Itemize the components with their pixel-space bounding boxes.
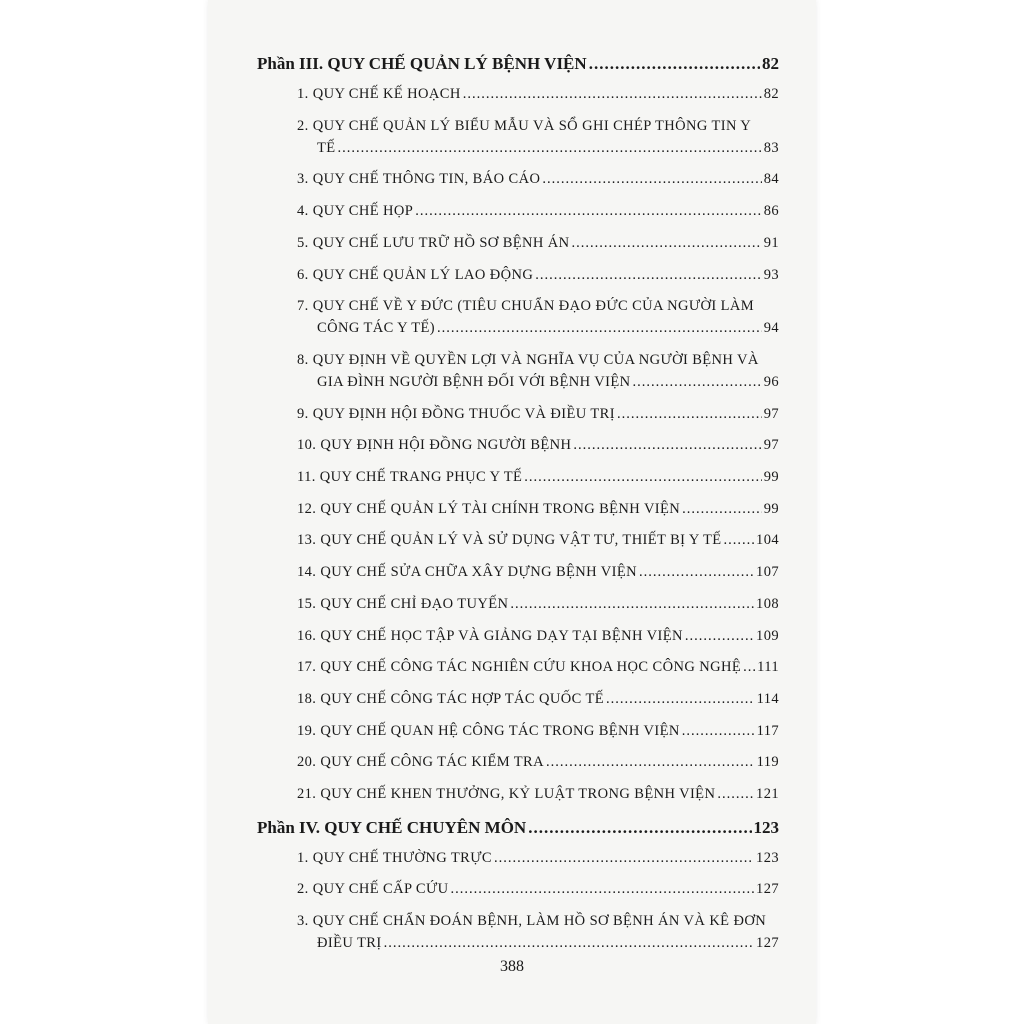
dot-leader — [606, 691, 755, 708]
dot-leader — [528, 818, 751, 838]
toc-entry-page: 107 — [756, 564, 779, 581]
dot-leader — [546, 754, 755, 771]
dot-leader — [682, 723, 755, 740]
toc-entry-text: 15. QUY CHẾ CHỈ ĐẠO TUYẾN — [297, 595, 509, 612]
dot-leader — [510, 596, 754, 613]
toc-entry — [297, 564, 779, 581]
toc-entry-page: 121 — [756, 786, 779, 802]
toc-entry — [297, 86, 779, 103]
toc-entry — [297, 406, 779, 423]
toc-entry-page: 104 — [756, 532, 779, 549]
toc-entry — [317, 374, 779, 391]
toc-entry-continuation: CÔNG TÁC Y TẾ) — [317, 320, 435, 337]
section-heading-page: 123 — [753, 817, 779, 837]
dot-leader — [451, 881, 755, 898]
toc-entry-text: 10. QUY ĐỊNH HỘI ĐỒNG NGƯỜI BỆNH — [297, 437, 572, 454]
toc-entry — [297, 691, 779, 708]
toc-entry — [297, 881, 779, 898]
dot-leader — [639, 564, 754, 581]
toc-entry — [317, 935, 779, 952]
toc-entry — [297, 850, 779, 867]
dot-leader — [384, 935, 754, 952]
toc-entry — [297, 786, 779, 803]
toc-entry — [317, 320, 779, 337]
toc-entry-page: 86 — [763, 203, 779, 220]
toc-entry-page: 117 — [756, 722, 779, 739]
toc-entry — [297, 235, 779, 252]
dot-leader — [415, 203, 761, 220]
dot-leader — [524, 469, 761, 486]
toc-entry-text: 1. QUY CHẾ THƯỜNG TRỰC — [297, 849, 492, 866]
toc-entry — [297, 469, 779, 486]
toc-entry — [297, 723, 779, 740]
toc-entry — [297, 171, 779, 188]
toc-entry — [297, 596, 779, 613]
toc-entry-text: 2. QUY CHẾ QUẢN LÝ BIỂU MẪU VÀ SỔ GHI CHÉP THÔNG TIN Y — [297, 117, 752, 134]
toc-entry-page: 109 — [756, 627, 779, 644]
toc-entry-page: 99 — [763, 500, 779, 517]
section-heading-text: Phần III. QUY CHẾ QUẢN LÝ BỆNH VIỆN — [257, 54, 587, 73]
dot-leader — [463, 86, 762, 103]
dot-leader — [573, 437, 761, 454]
toc-entry-text: 16. QUY CHẾ HỌC TẬP VÀ GIẢNG DẠY TẠI BỆNH VIỆN — [297, 627, 683, 644]
toc-entry — [297, 754, 779, 771]
toc-entry — [297, 203, 779, 220]
section-heading-page: 82 — [762, 54, 779, 73]
toc-entry-text: 18. QUY CHẾ CÔNG TÁC HỢP TÁC QUỐC TẾ — [297, 690, 604, 707]
toc-entry-text: 2. QUY CHẾ CẤP CỨU — [297, 881, 449, 898]
toc-entry-page: 111 — [757, 659, 779, 676]
dot-leader — [632, 374, 761, 391]
toc-entry-text: 19. QUY CHẾ QUAN HỆ CÔNG TÁC TRONG BỆNH VIỆN — [297, 722, 680, 739]
book-page — [208, 0, 816, 1024]
toc-entry-text: 3. QUY CHẾ THÔNG TIN, BÁO CÁO — [297, 171, 541, 188]
toc-entry — [297, 532, 779, 549]
dot-leader — [717, 786, 754, 803]
toc-entry-text: 14. QUY CHẾ SỬA CHỮA XÂY DỰNG BỆNH VIỆN — [297, 564, 638, 581]
section-heading — [257, 54, 779, 74]
toc-entry-page: 94 — [763, 320, 779, 337]
toc-entry-page: 82 — [763, 86, 779, 102]
toc-entry-text: 5. QUY CHẾ LƯU TRỮ HỒ SƠ BỆNH ÁN — [297, 234, 570, 251]
toc-entry-page: 83 — [763, 139, 779, 156]
toc-entry-text: 1. QUY CHẾ KẾ HOẠCH — [297, 86, 461, 102]
page-number: 388 — [500, 958, 524, 975]
toc-entry-page: 96 — [763, 373, 779, 390]
toc-entry-text: 9. QUY ĐỊNH HỘI ĐỒNG THUỐC VÀ ĐIỀU TRỊ — [297, 405, 615, 422]
toc-entry — [317, 140, 779, 157]
toc-entry-page: 84 — [763, 171, 779, 188]
toc-entry-continuation: TẾ — [317, 139, 336, 156]
section-heading-text: Phần IV. QUY CHẾ CHUYÊN MÔN — [257, 817, 527, 837]
toc-entry-text: 3. QUY CHẾ CHẨN ĐOÁN BỆNH, LÀM HỒ SƠ BỆNH ÁN VÀ KÊ ĐƠN — [297, 913, 767, 930]
toc-entry-text: 21. QUY CHẾ KHEN THƯỞNG, KỶ LUẬT TRONG BỆNH VIỆN — [297, 786, 716, 802]
toc-entry-text: 17. QUY CHẾ CÔNG TÁC NGHIÊN CỨU KHOA HỌC CÔNG NGHỆ — [297, 659, 742, 676]
toc-entry — [297, 501, 779, 518]
toc-entry-page: 108 — [756, 595, 779, 612]
dot-leader — [572, 235, 762, 252]
dot-leader — [437, 320, 762, 337]
dot-leader — [589, 54, 760, 74]
toc-entry-page: 127 — [756, 881, 779, 898]
toc-entry-page: 119 — [756, 754, 779, 771]
dot-leader — [542, 171, 761, 188]
table-of-contents — [208, 0, 816, 1024]
toc-entry-continuation: ĐIỀU TRỊ — [317, 935, 382, 952]
dot-leader — [338, 140, 762, 157]
toc-entry-page: 97 — [763, 437, 779, 454]
toc-entry — [297, 267, 779, 284]
toc-entry-page: 127 — [756, 935, 779, 952]
toc-entry-continuation: GIA ĐÌNH NGƯỜI BỆNH ĐỐI VỚI BỆNH VIỆN — [317, 373, 631, 390]
dot-leader — [535, 267, 761, 284]
toc-entry-page: 99 — [763, 469, 779, 485]
toc-entry-text: 11. QUY CHẾ TRANG PHỤC Y TẾ — [297, 469, 523, 485]
toc-entry-page: 123 — [756, 849, 779, 866]
toc-entry-text: 12. QUY CHẾ QUẢN LÝ TÀI CHÍNH TRONG BỆNH VIỆN — [297, 500, 681, 517]
toc-entry-text: 7. QUY CHẾ VỀ Y ĐỨC (TIÊU CHUẨN ĐẠO ĐỨC CỦA NGƯỜI LÀM — [297, 298, 755, 315]
toc-entry-text: 8. QUY ĐỊNH VỀ QUYỀN LỢI VÀ NGHĨA VỤ CỦA NGƯỜI BỆNH VÀ — [297, 351, 759, 368]
dot-leader — [617, 406, 762, 423]
toc-entry — [297, 628, 779, 645]
toc-entry-text: 4. QUY CHẾ HỌP — [297, 203, 414, 220]
dot-leader — [723, 532, 754, 549]
toc-entry-page: 97 — [763, 405, 779, 422]
toc-entry-text: 20. QUY CHẾ CÔNG TÁC KIỂM TRA — [297, 754, 544, 771]
dot-leader — [743, 659, 755, 676]
dot-leader — [685, 628, 754, 645]
toc-entry — [297, 659, 779, 676]
toc-entry-page: 91 — [763, 234, 779, 251]
dot-leader — [682, 501, 762, 518]
toc-entry-text: 13. QUY CHẾ QUẢN LÝ VÀ SỬ DỤNG VẬT TƯ, THIẾT BỊ Y TẾ — [297, 532, 722, 549]
toc-entry-page: 114 — [756, 690, 779, 707]
toc-entry — [297, 437, 779, 454]
section-heading — [257, 818, 779, 838]
toc-entry-text: 6. QUY CHẾ QUẢN LÝ LAO ĐỘNG — [297, 266, 534, 283]
dot-leader — [494, 850, 754, 867]
toc-entry-page: 93 — [763, 266, 779, 283]
